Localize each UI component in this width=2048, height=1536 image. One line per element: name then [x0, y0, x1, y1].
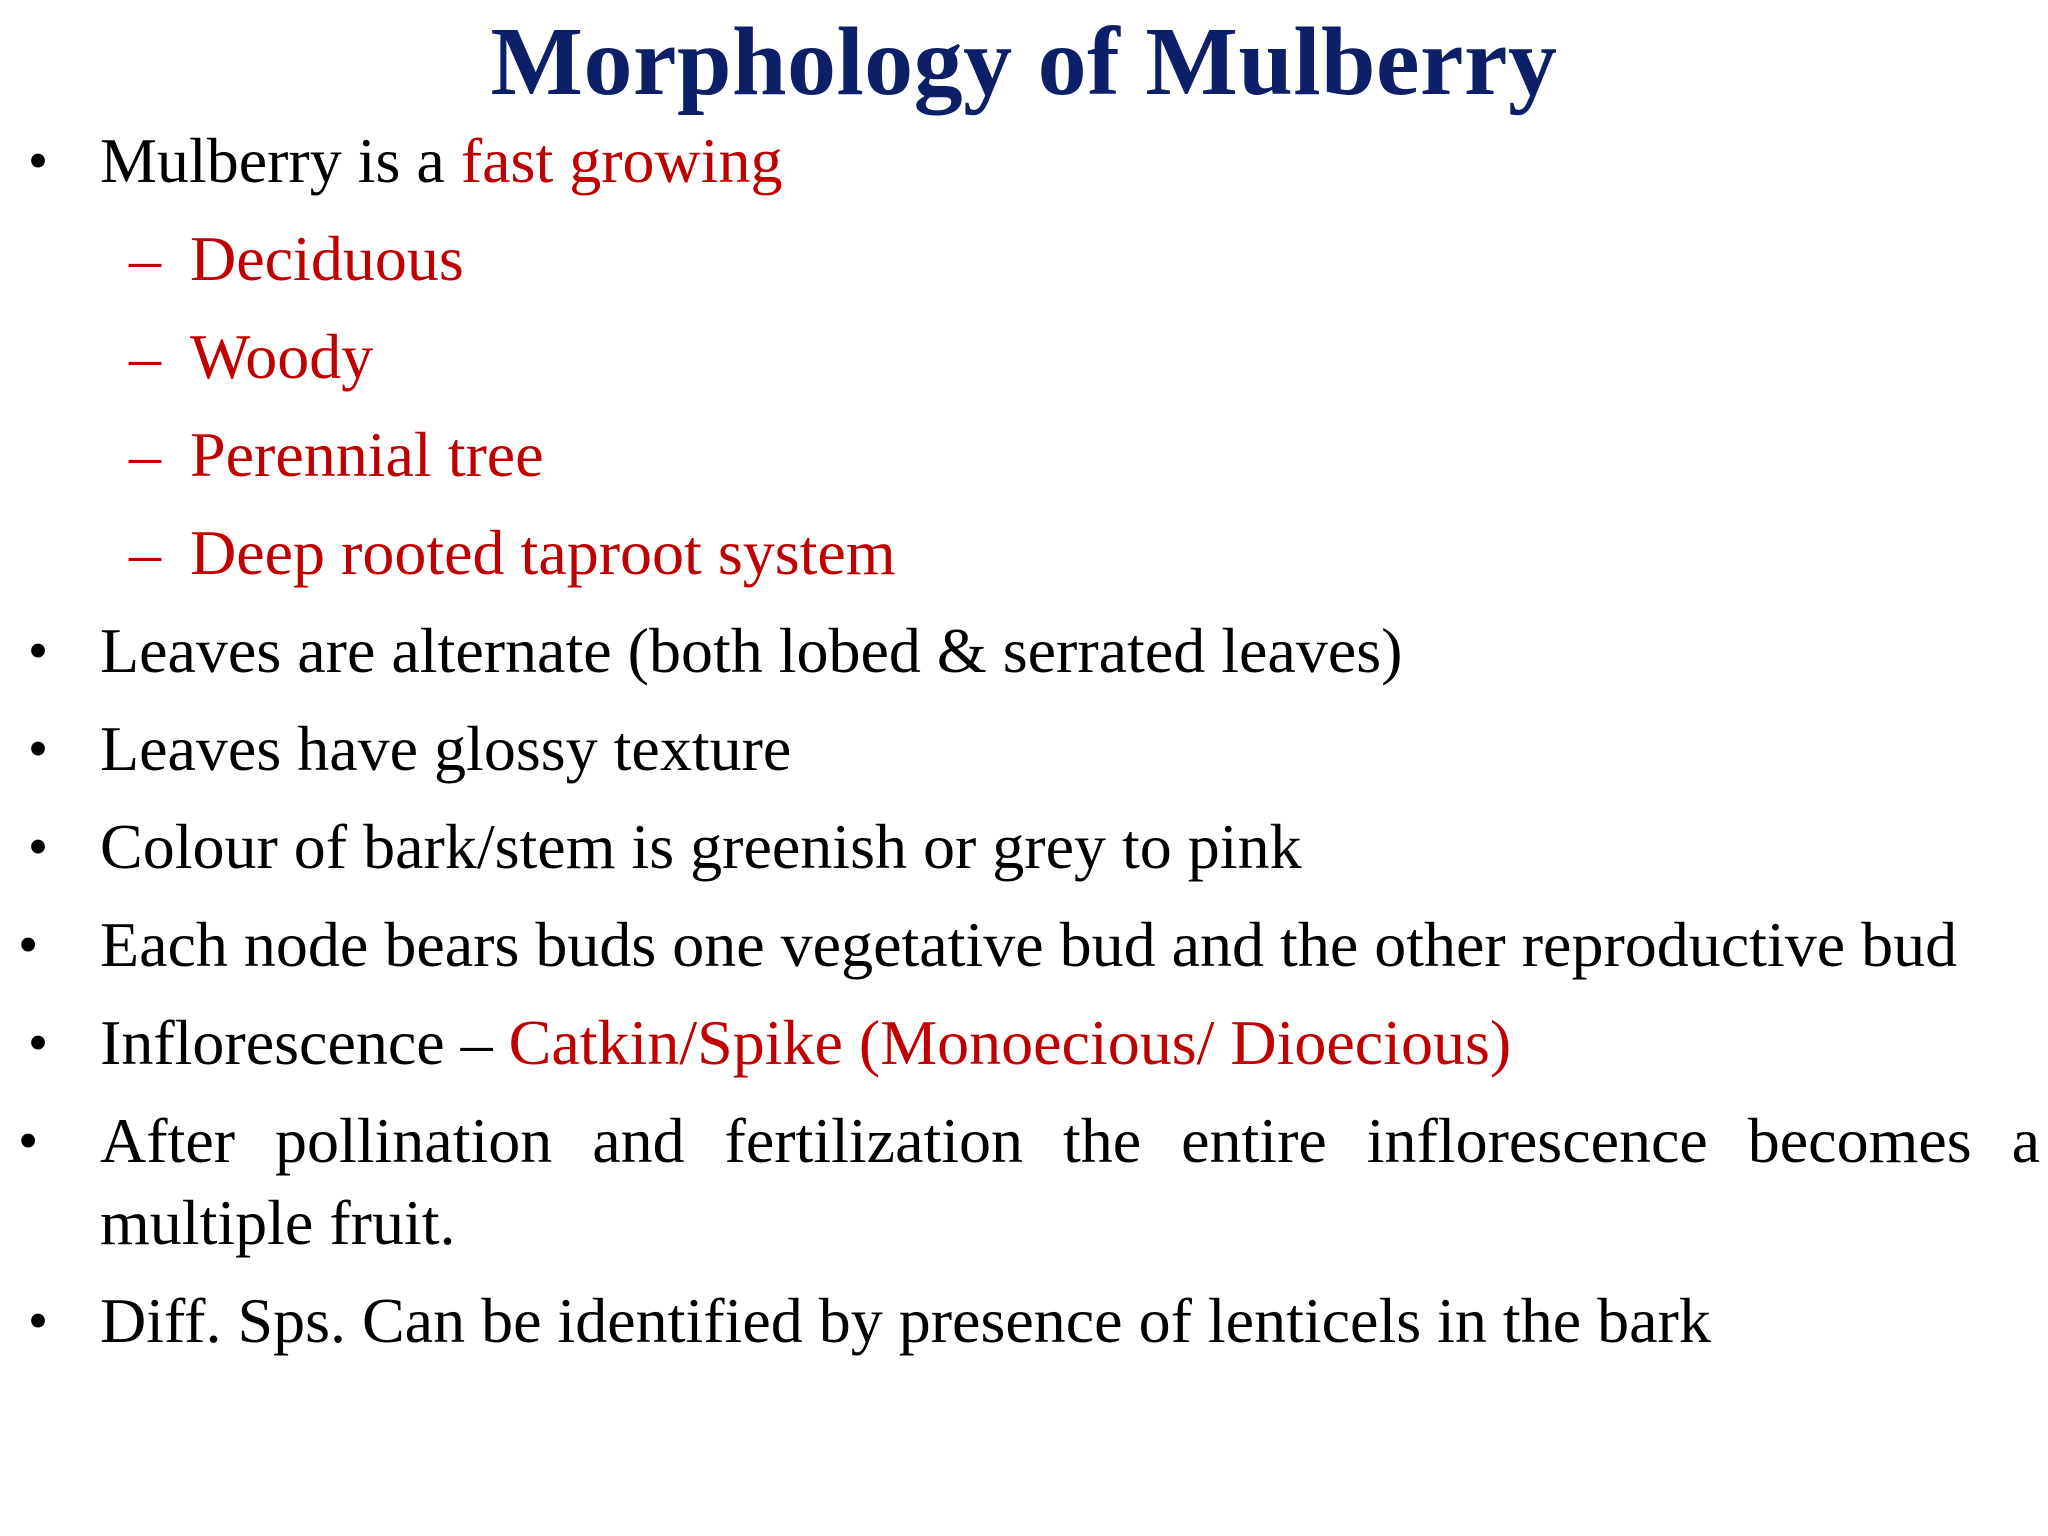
bullet-marker: • [18, 1108, 39, 1173]
sub-item-text: Woody [190, 321, 374, 392]
bullet-marker: • [27, 814, 49, 879]
bullet-item-multiple-fruit [0, 1100, 2048, 1264]
sub-item-taproot [0, 512, 2048, 594]
bullet-item-bark-colour [0, 806, 2048, 888]
dash-marker: – [129, 321, 161, 392]
sub-item-deciduous [0, 218, 2048, 300]
bullet-text: Colour of bark/stem is greenish or grey to pink [100, 811, 1302, 882]
bullet-item-inflorescence [0, 1002, 2048, 1084]
bullet-item-growth [0, 120, 2048, 202]
bullet-text: Diff. Sps. Can be identified by presence of lenticels in the bark [100, 1285, 1711, 1356]
dash-marker: – [129, 517, 161, 588]
bullet-text: Inflorescence – [100, 1007, 509, 1078]
bullet-item-leaves-alternate [0, 610, 2048, 692]
sub-item-text: Perennial tree [190, 419, 544, 490]
bullet-marker: • [27, 716, 49, 781]
bullet-marker: • [27, 618, 49, 683]
bullet-text: Leaves are alternate (both lobed & serrated leaves) [100, 615, 1403, 686]
bullet-highlight: fast growing [460, 125, 783, 196]
bullet-item-node-buds [0, 904, 2048, 986]
sub-item-woody [0, 316, 2048, 398]
bullet-text: After pollination and fertilization the entire inflorescence becomes a multiple fruit. [100, 1105, 2040, 1258]
bullet-marker: • [27, 1288, 49, 1353]
sub-item-text: Deep rooted taproot system [190, 517, 896, 588]
bullet-marker: • [18, 912, 39, 977]
dash-marker: – [129, 419, 161, 490]
bullet-text: Mulberry is a [100, 125, 461, 196]
bullet-list [0, 120, 2048, 1362]
bullet-item-leaves-glossy [0, 708, 2048, 790]
bullet-marker: • [27, 1010, 49, 1075]
bullet-item-lenticels [0, 1280, 2048, 1362]
dash-marker: – [129, 223, 161, 294]
bullet-text: Leaves have glossy texture [100, 713, 792, 784]
bullet-text: Each node bears buds one vegetative bud and the other reproductive bud [100, 909, 1958, 980]
slide-title: Morphology of Mulberry [490, 8, 1558, 116]
sub-item-text: Deciduous [190, 223, 464, 294]
bullet-highlight: Catkin/Spike (Monoecious/ Dioecious) [508, 1007, 1512, 1078]
sub-item-perennial [0, 414, 2048, 496]
bullet-marker: • [27, 128, 49, 193]
